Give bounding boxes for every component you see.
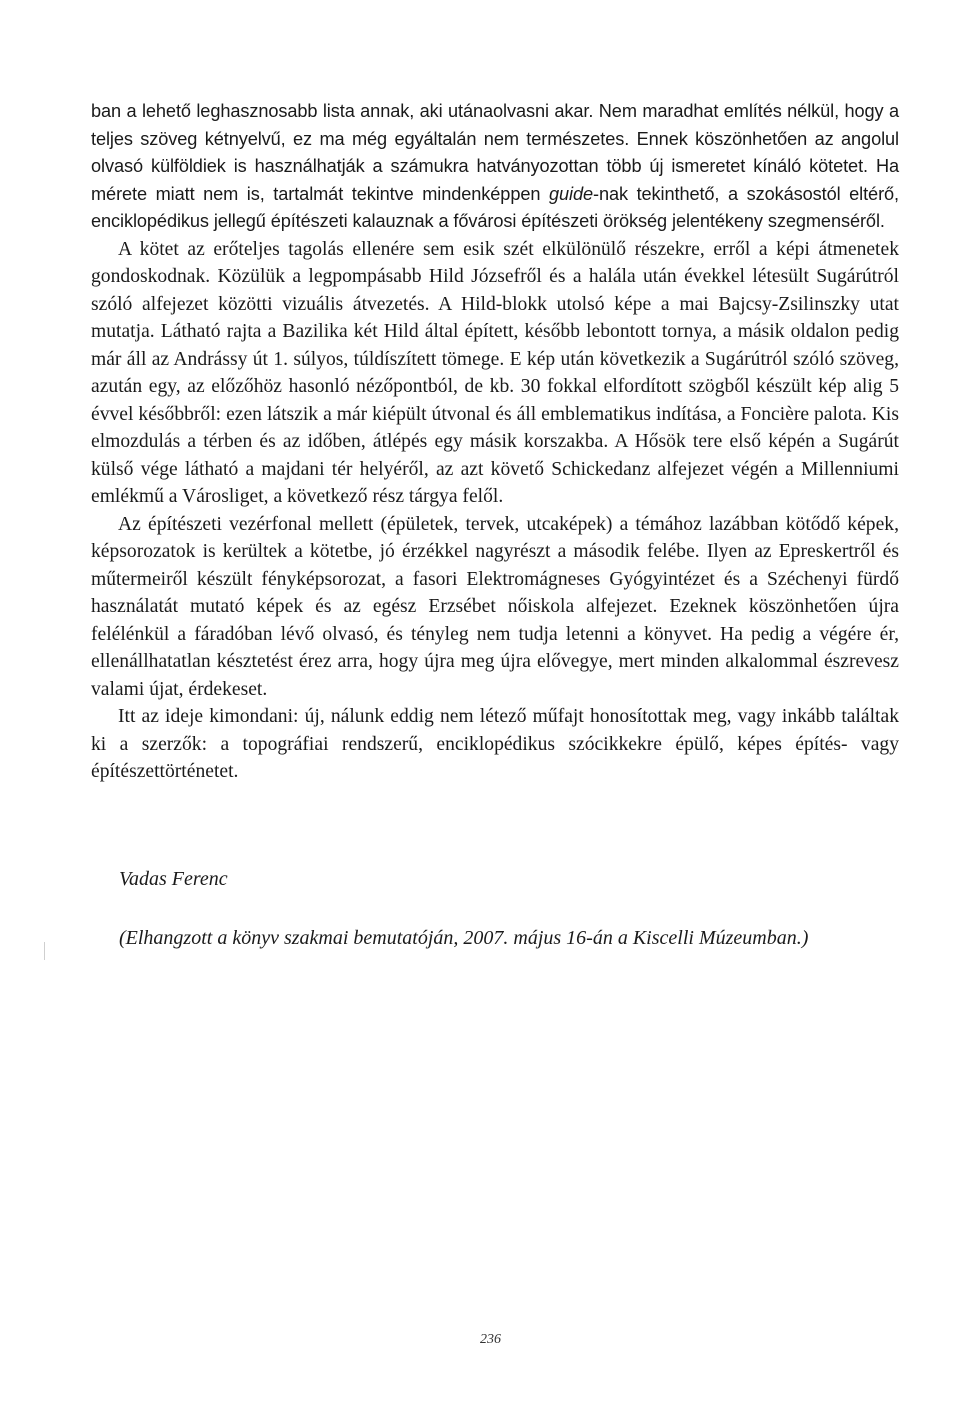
body-text [91, 98, 899, 786]
presentation-note: (Elhangzott a könyv szakmai bemutatóján, 2007. május 16-án a Kiscelli Múzeumban.) [119, 927, 809, 949]
page-number: 236 [480, 1332, 501, 1347]
margin-scan-mark [44, 942, 45, 960]
paragraph-1-italic-word: guide [548, 183, 593, 204]
paragraph-1-text-start: ban a lehető leghasznosabb lista annak, aki utánaolvasni akar. Nem maradhat említés nélkül, hogy a teljes szöveg kétnyelvű, ez ma még egyáltalán nem természetes. Ennek köszönhetően az angolul olvasó külföldiek is használhatják a számukra hatványozottan több új ismeretet kínáló kötetet. Ha mérete miatt nem is, tartalmát tekintve mindenképpen [91, 101, 899, 204]
paragraph-1-text-end: -nak tekinthető, a szokásostól eltérő, enciklopédikus jellegű építészeti kalauznak a fővárosi építészeti örökség jelentékeny szegmenséről. [91, 183, 899, 231]
paragraph-3: Az építészeti vezérfonal mellett (épületek, tervek, utcaképek) a témához lazábban kötődő képek, képsorozatok is kerültek a kötetbe, jó érzékkel nagyrészt a második felébe. Ilyen az Epreskertről és műtermeiről készült fényképsorozat, a fasori Elektromágneses Gyógyintézet és a Széchenyi fürdő használatát mutató képek és az egész Erzsébet nőiskola alfejezet. Ezeknek köszönhetően újra felélénkül a fáradóban lévő olvasó, és tényleg nem tudja letenni a könyvet. Ha pedig a végére ér, ellenállhatatlan késztetést érez arra, hogy újra meg újra elővegye, mert minden alkalommal észrevesz valami újat, érdekeset. [91, 513, 899, 700]
paragraph-4: Itt az ideje kimondani: új, nálunk eddig nem létező műfajt honosítottak meg, vagy inkább találtak ki a szerzők: a topográfiai rendszerű, enciklopédikus szócikkekre épülő, képes építés- vagy építészettörténetet. [91, 706, 899, 782]
author-signature: Vadas Ferenc [119, 868, 228, 890]
paragraph-1 [91, 98, 899, 236]
paragraph-2: A kötet az erőteljes tagolás ellenére sem esik szét elkülönülő részekre, erről a képi átmenetek gondoskodnak. Közülük a legpompásabb Hild Józsefről és a halála után évekkel létesült Sugárútról szóló alfejezet közötti vizuális átvezetés. A Hild-blokk utolsó képe a mai Bajcsy-Zsilinszky utat mutatja. Látható rajta a Bazilika két Hild által épített, később lebontott tornya, a másik oldalon pedig már áll az Andrássy út 1. súlyos, túldíszített tömege. E kép után következik a Sugárútról szóló szöveg, azután egy, az előzőhöz hasonló nézőpontból, de kb. 30 fokkal elfordított szögből készült kép alig 5 évvel későbbről: ezen látszik a már kiépült útvonal és áll emblematikus indítása, a Foncière palota. Kis elmozdulás a térben és az időben, átlépés egy másik korszakba. A Hősök tere első képén a Sugárút külső vége látható a majdani tér helyéről, az azt követő Schickedanz alfejezet végén a Millenniumi emlékmű a Városliget, a következő rész tárgya felől. [91, 238, 899, 507]
